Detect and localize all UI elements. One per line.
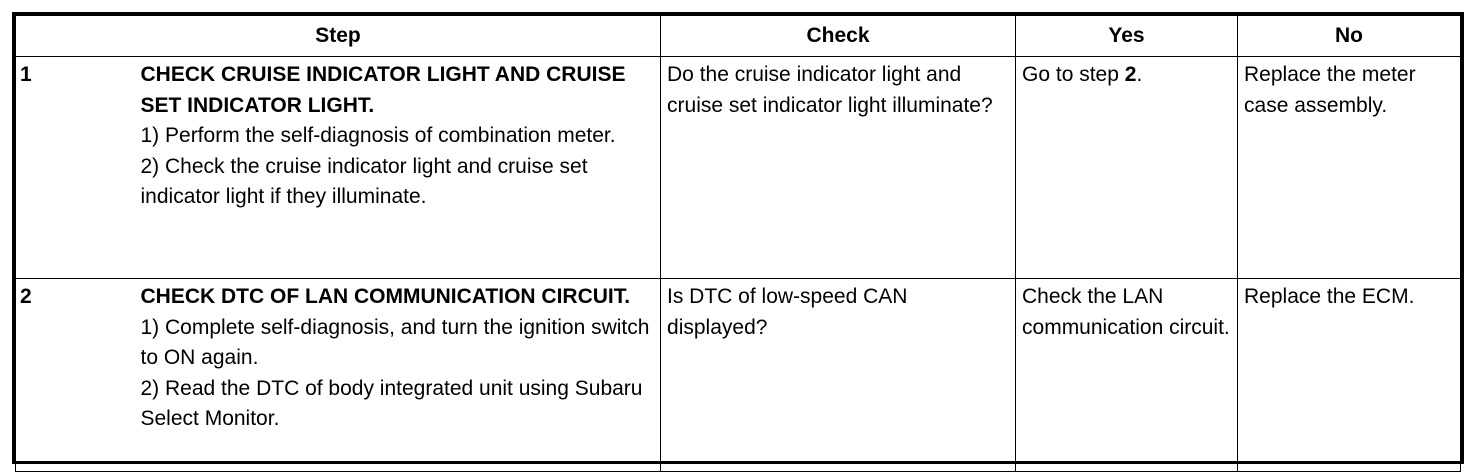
check-cell: Is DTC of low-speed CAN displayed? — [661, 279, 1016, 472]
step-description — [141, 57, 661, 279]
table-row — [16, 279, 1461, 472]
header-no: No — [1238, 16, 1461, 57]
yes-cell — [1016, 57, 1238, 279]
table-row — [16, 57, 1461, 279]
header-step: Step — [16, 16, 661, 57]
step-number: 2 — [16, 279, 141, 472]
substep: 1) Perform the self-diagnosis of combination meter. — [140, 124, 616, 147]
step-title: CHECK CRUISE INDICATOR LIGHT AND CRUISE SET INDICATOR LIGHT. — [140, 63, 626, 117]
yes-suffix: . — [1136, 63, 1143, 86]
no-cell: Replace the meter case assembly. — [1238, 57, 1461, 279]
yes-prefix: Go to step — [1022, 63, 1125, 86]
substep: 1) Complete self-diagnosis, and turn the ignition switch to ON again. — [140, 315, 650, 369]
yes-step-link[interactable]: 2 — [1124, 63, 1137, 86]
diagnostic-table — [15, 15, 1461, 472]
step-number: 1 — [16, 57, 141, 279]
step-description — [141, 279, 661, 472]
header-check: Check — [661, 16, 1016, 57]
no-cell: Replace the ECM. — [1238, 279, 1461, 472]
step-title: CHECK DTC OF LAN COMMUNICATION CIRCUIT. — [140, 285, 631, 308]
table-header-row — [16, 16, 1461, 57]
check-cell: Do the cruise indicator light and cruise set indicator light illuminate? — [661, 57, 1016, 279]
yes-cell: Check the LAN communication circuit. — [1016, 279, 1238, 472]
header-yes: Yes — [1016, 16, 1238, 57]
substep: 2) Check the cruise indicator light and cruise set indicator light if they illuminate. — [140, 154, 588, 208]
substep: 2) Read the DTC of body integrated unit using Subaru Select Monitor. — [140, 376, 643, 430]
diagnostic-table-container — [12, 12, 1464, 464]
